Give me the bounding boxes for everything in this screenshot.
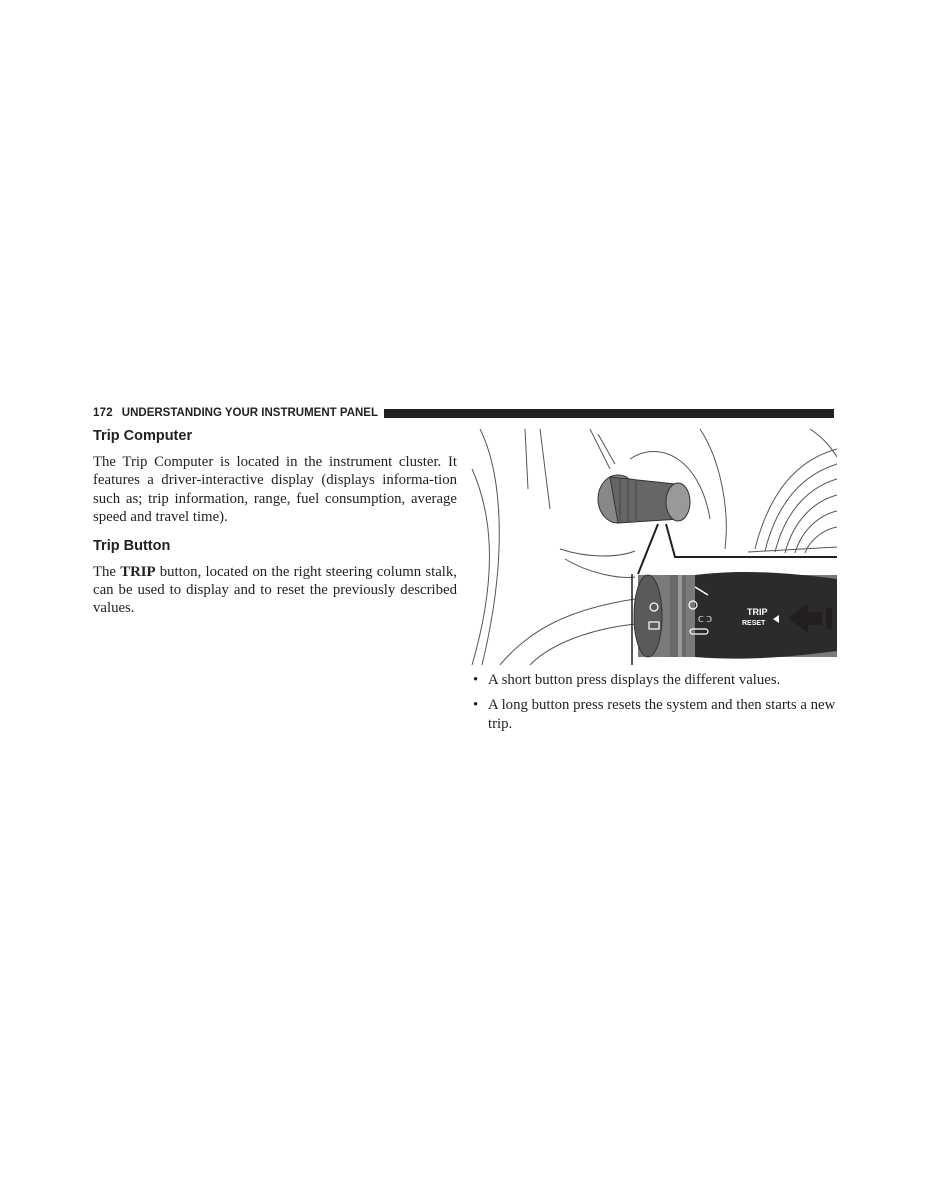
running-head: UNDERSTANDING YOUR INSTRUMENT PANEL: [121, 407, 378, 419]
trip-button-figure: [470, 429, 837, 665]
trip-label: TRIP: [747, 607, 768, 617]
bullet-list: [472, 671, 836, 740]
bullet-marker: •: [473, 697, 479, 714]
paragraph-trip-computer: The Trip Computer is located in the instrument cluster. It features a driver-interactive display (displays informa-tion such as; trip information, range, fuel consumption, average speed and travel time).: [93, 454, 457, 526]
stalk-context: [598, 475, 690, 523]
page-header: [93, 405, 834, 421]
heading-trip-computer: Trip Computer: [93, 428, 193, 444]
header-rule: [384, 409, 834, 418]
paragraph-trip-button: The TRIP button, located on the right steering column stalk, can be used to display and to reset the previously described values.: [93, 563, 457, 617]
left-column: [93, 426, 457, 618]
list-item: • A long button press resets the system and then starts a new trip.: [473, 697, 836, 732]
list-item: • A short button press displays the different values.: [473, 672, 781, 688]
page-number: 172: [93, 407, 113, 419]
heading-trip-button: Trip Button: [93, 537, 171, 554]
reset-label: RESET: [742, 620, 766, 627]
trip-bold: TRIP: [120, 563, 156, 580]
svg-text:ᑕ ᑐ: ᑕ ᑐ: [698, 615, 712, 624]
bullet-marker: •: [473, 672, 479, 688]
steering-stalk-illustration: [470, 429, 837, 665]
